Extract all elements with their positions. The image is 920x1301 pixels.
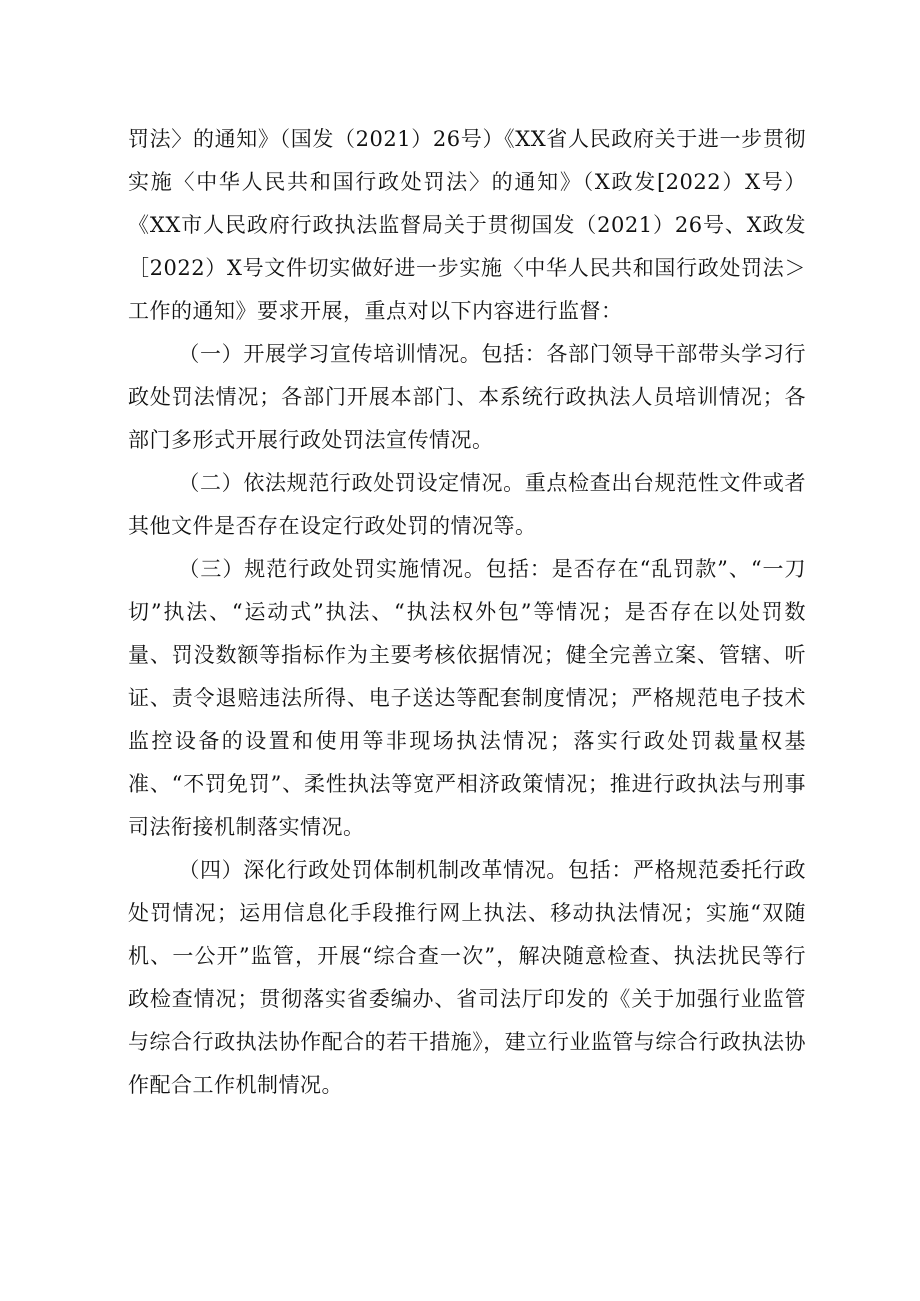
paragraph-section-3: （三）规范行政处罚实施情况。包括：是否存在“乱罚款”、“一刀切”执法、“运动式”执法、“执法权外包”等情况；是否存在以处罚数量、罚没数额等指标作为主要考核依据情况；健全完善立案、管辖、听证、责令退赔违法所得、电子送达等配套制度情况；严格规范电子技术监控设备的设置和使用等非现场执法情况；落实行政处罚裁量权基准、“不罚免罚”、柔性执法等宽严相济政策情况；推进行政执法与刑事司法衔接机制落实情况。 <box>128 557 806 839</box>
document-body <box>128 118 806 1107</box>
paragraph-section-4: （四）深化行政处罚体制机制改革情况。包括：严格规范委托行政处罚情况；运用信息化手段推行网上执法、移动执法情况；实施“双随机、一公开”监管，开展“综合查一次”，解决随意检查、执法扰民等行政检查情况；贯彻落实省委编办、省司法厅印发的《关于加强行业监管与综合行政执法协作配合的若干措施》，建立行业监管与综合行政执法协作配合工作机制情况。 <box>128 858 806 1097</box>
paragraph-section-2: （二）依法规范行政处罚设定情况。重点检查出台规范性文件或者其他文件是否存在设定行政处罚的情况等。 <box>128 471 806 538</box>
paragraph-section-1: （一）开展学习宣传培训情况。包括：各部门领导干部带头学习行政处罚法情况；各部门开展本部门、本系统行政执法人员培训情况；各部门多形式开展行政处罚法宣传情况。 <box>128 342 806 452</box>
paragraph-intro: 罚法〉的通知》（国发（2021）26号）《XX省人民政府关于进一步贯彻实施〈中华人民共和国行政处罚法〉的通知》（X政发[2022）X号）《XX市人民政府行政执法监督局关于贯彻国发（2021）26号、X政发［2022）X号文件切实做好进一步实施〈中华人民共和国行政处罚法＞工作的通知》要求开展，重点对以下内容进行监督： <box>128 127 806 323</box>
